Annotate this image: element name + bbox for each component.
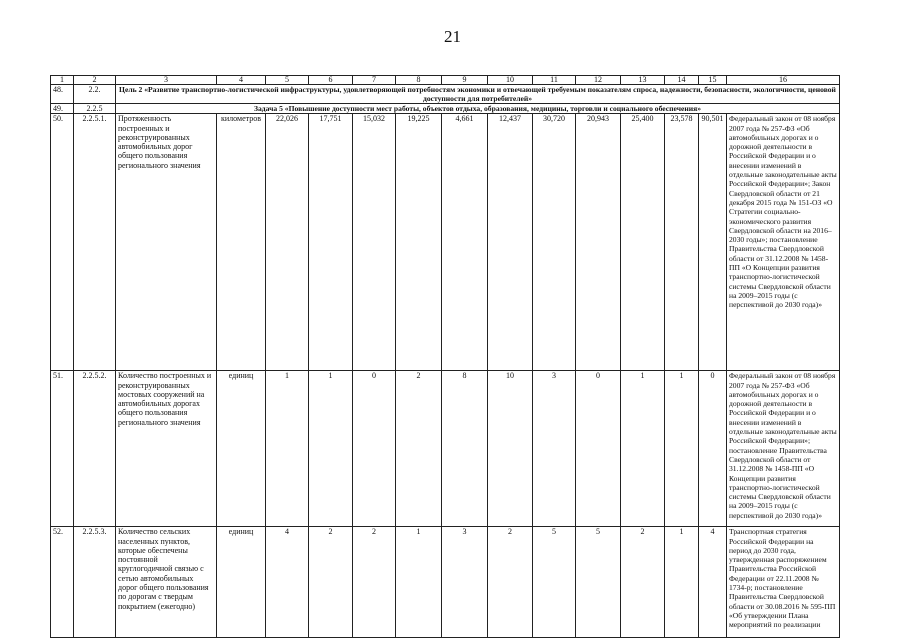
indicator-name: Количество построенных и реконструированных мостовых сооружений на автомобильных дорогах общего пользования регионального значения: [116, 371, 217, 527]
table-row: [51, 114, 840, 371]
goal-row: [51, 85, 840, 104]
value-cell: 2: [309, 527, 353, 638]
row-code: 2.2.5.1.: [74, 114, 116, 371]
row-code: 2.2.5.3.: [74, 527, 116, 638]
task-title: Задача 5 «Повышение доступности мест работы, объектов отдыха, образования, медицины, торговли и социального обеспечения»: [116, 104, 840, 114]
indicator-name: Протяженность построенных и реконструированных автомобильных дорог общего пользования регионального значения: [116, 114, 217, 371]
column-number: 14: [665, 76, 699, 85]
column-number-row: [51, 76, 840, 85]
value-cell: 3: [442, 527, 488, 638]
column-number: 4: [217, 76, 266, 85]
column-number: 3: [116, 76, 217, 85]
value-cell: 17,751: [309, 114, 353, 371]
column-number: 1: [51, 76, 74, 85]
indicator-name: Количество сельских населенных пунктов, которые обеспечены постоянной круглогодичной связью с сетью автомобильных дорог общего пользования по дорогам с твердым покрытием (ежегодно): [116, 527, 217, 638]
value-cell: 12,437: [488, 114, 533, 371]
value-cell: 1: [266, 371, 309, 527]
value-cell: 1: [309, 371, 353, 527]
column-number: 7: [353, 76, 396, 85]
column-number: 12: [576, 76, 621, 85]
column-number: 2: [74, 76, 116, 85]
goal-title: Цель 2 «Развитие транспортно-логистической инфраструктуры, удовлетворяющей потребностям экономики и отвечающей требуемым показателям спроса, надежности, безопасности, экологичности, ценовой доступности для потребителей»: [116, 85, 840, 104]
value-cell: 19,225: [396, 114, 442, 371]
column-number: 13: [621, 76, 665, 85]
column-number: 5: [266, 76, 309, 85]
value-cell: 25,400: [621, 114, 665, 371]
value-cell: 20,943: [576, 114, 621, 371]
row-number: 48.: [51, 85, 74, 104]
value-cell: 5: [576, 527, 621, 638]
value-cell: 30,720: [533, 114, 576, 371]
page-number: 21: [444, 27, 461, 46]
value-cell: 0: [576, 371, 621, 527]
value-cell: 2: [396, 371, 442, 527]
indicators-table: [50, 75, 840, 638]
column-number: 15: [699, 76, 727, 85]
column-number: 6: [309, 76, 353, 85]
legal-basis: Федеральный закон от 08 ноября 2007 года № 257-ФЗ «Об автомобильных дорогах и о дорожной деятельности в Российской Федерации и о внесении изменений в отдельные законодательные акты Российской Федерации»; Закон Свердловской области от 21 декабря 2015 года № 151-ОЗ «О Стратегии социально-экономического развития Свердловской области на 2016–2030 годы»; постановление Правительства Свердловской области от 31.12.2008 № 1458-ПП «О Концепции развития транспортно-логистической системы Свердловской области на 2009–2015 годы (с перспективой до 2030 года)»: [727, 114, 840, 371]
value-cell: 2: [621, 527, 665, 638]
column-number: 16: [727, 76, 840, 85]
value-cell: 1: [665, 527, 699, 638]
value-cell: 22,026: [266, 114, 309, 371]
row-code: 2.2.5: [74, 104, 116, 114]
legal-basis: Транспортная стратегия Российской Федерации на период до 2030 года, утвержденная распоряжением Правительства Российской Федерации от 22.11.2008 № 1734-р; постановление Правительства Свердловской области от 30.08.2016 № 595-ПП «Об утверждении Плана мероприятий по реализации: [727, 527, 840, 638]
row-number: 52.: [51, 527, 74, 638]
table-row: [51, 371, 840, 527]
row-number: 50.: [51, 114, 74, 371]
value-cell: 4: [699, 527, 727, 638]
value-cell: 3: [533, 371, 576, 527]
value-cell: 4,661: [442, 114, 488, 371]
row-code: 2.2.: [74, 85, 116, 104]
value-cell: 2: [488, 527, 533, 638]
value-cell: 90,501: [699, 114, 727, 371]
row-code: 2.2.5.2.: [74, 371, 116, 527]
value-cell: 4: [266, 527, 309, 638]
legal-basis: Федеральный закон от 08 ноября 2007 года № 257-ФЗ «Об автомобильных дорогах и о дорожной деятельности в Российской Федерации и о внесении изменений в отдельные законодательные акты Российской Федерации»; постановление Правительства Свердловской области от 31.12.2008 № 1458-ПП «О Концепции развития транспортно-логистической системы Свердловской области на 2009–2015 годы (с перспективой до 2030 года)»: [727, 371, 840, 527]
column-number: 9: [442, 76, 488, 85]
row-number: 51.: [51, 371, 74, 527]
row-number: 49.: [51, 104, 74, 114]
value-cell: 1: [621, 371, 665, 527]
value-cell: 15,032: [353, 114, 396, 371]
column-number: 8: [396, 76, 442, 85]
value-cell: 0: [699, 371, 727, 527]
column-number: 10: [488, 76, 533, 85]
column-number: 11: [533, 76, 576, 85]
value-cell: 1: [396, 527, 442, 638]
unit: километров: [217, 114, 266, 371]
value-cell: 23,578: [665, 114, 699, 371]
value-cell: 5: [533, 527, 576, 638]
value-cell: 8: [442, 371, 488, 527]
value-cell: 2: [353, 527, 396, 638]
value-cell: 1: [665, 371, 699, 527]
task-row: [51, 104, 840, 114]
unit: единиц: [217, 371, 266, 527]
value-cell: 0: [353, 371, 396, 527]
table-row: [51, 527, 840, 638]
unit: единиц: [217, 527, 266, 638]
value-cell: 10: [488, 371, 533, 527]
